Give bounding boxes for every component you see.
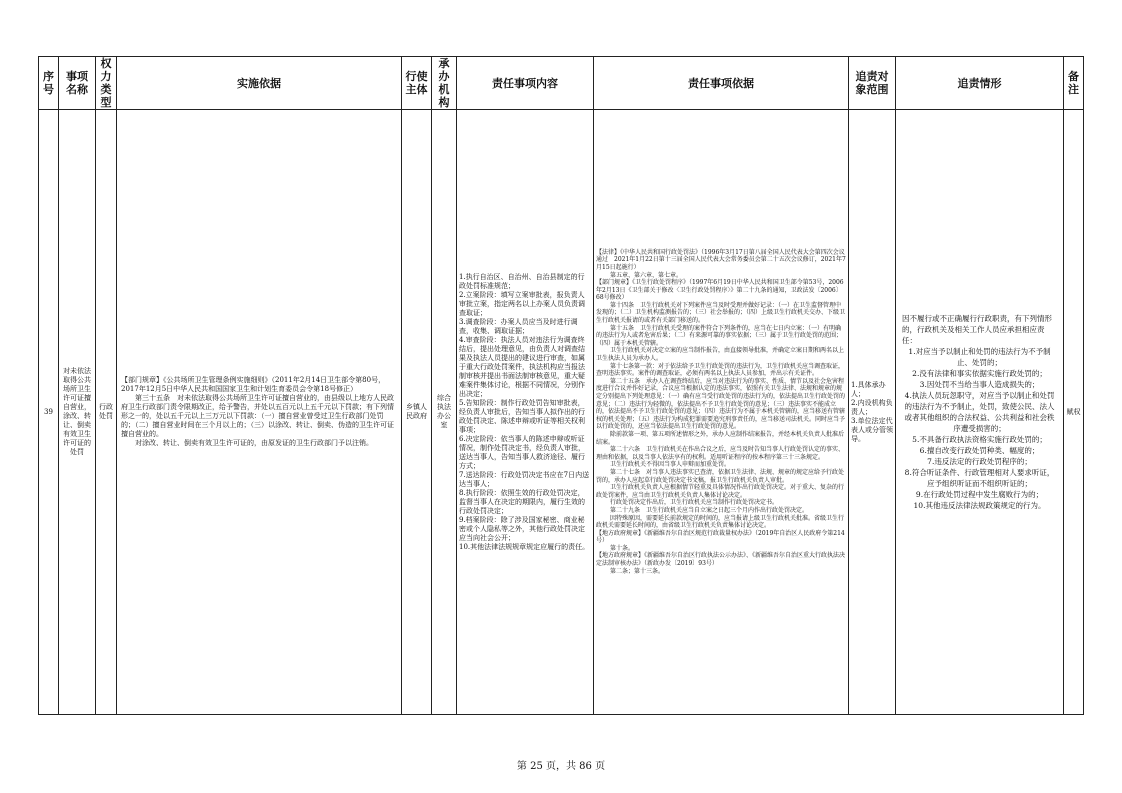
situation-item: 因不履行或不正确履行行政职责，有下列情形的，行政机关及相关工作人员应承担相应责任： [902, 314, 1052, 345]
resp-basis-line: 第二十六条 卫生行政机关在作出合议之后，应当及时告知当事人行政处罚认定的事实、理由和依据，以及当事人依法享有的权利。适用听证程序的按本程序第三十三条规定。 [596, 446, 845, 461]
basis-line: 第三十五条 对未依法取得公共场所卫生许可证擅自营业的，由县级以上地方人民政府卫生行政部门责令限期改正，给予警告，并处以五百元以上五千元以下罚款；有下列情形之一的，处以五千元以上三万元以下罚款：（一）擅自营业曾受过卫生行政部门处罚的；（二）擅自营业时间在三个月以上的；（三）以涂改、转让、倒卖、伪造的卫生许可证擅自营业的。 [121, 394, 394, 438]
resp-basis-line: 【法律】《中华人民共和国行政处罚法》（1996年3月17日第八届全国人民代表大会第四次会议通过 2021年1月22日第十三届全国人民代表大会常务委员会第二十五次会议修订，2021年7月15日起施行） [596, 248, 846, 271]
content-item: 10.其他法律法规规章规定应履行的责任。 [459, 542, 590, 551]
cell-name: 对未依法取得公共场所卫生许可证擅自营业，涂改、转让、倒卖有效卫生许可证的处罚 [59, 110, 96, 715]
content-item: 2.立案阶段：填写立案审批表，报负责人审批立案，指定两名以上办案人员负责调查取证； [459, 290, 585, 317]
situation-item: 3.因处罚不当给当事人造成损失的； [919, 380, 1040, 389]
resp-basis-line: 【地方政府规章】《新疆维吾尔自治区行政执法公示办法》、《新疆维吾尔自治区重大行政执法决定法制审核办法》（新政办发〔2019〕93号） [596, 552, 846, 568]
resp-basis-line: 第十四条 卫生行政机关对下列案件应当及时受理并做好记录：（一）在卫生监督管理中发现的；（二）卫生机构监测报告的；（三）社会举报的；（四）上级卫生行政机关交办、下级卫生行政机关报请的或者有关部门移送的。 [596, 301, 846, 325]
content-item: 7.送达阶段：行政处罚决定书应在7日内送达当事人； [459, 470, 590, 488]
basis-line: 对涂改、转让、倒卖有效卫生许可证的，由原发证的卫生行政部门予以注销。 [135, 439, 373, 447]
content-item: 9.档案阶段：除了涉及国家秘密、商业秘密或个人隐私等之外，其他行政处罚决定应当向社会公开； [459, 515, 585, 542]
resp-basis-line: 行政处罚决定作出后，卫生行政机关应当制作行政处罚决定书。 [610, 499, 779, 507]
header-resp-basis: 责任事项依据 [594, 57, 849, 110]
power-list-table [38, 56, 1084, 715]
header-content: 责任事项内容 [457, 57, 594, 110]
cell-content [457, 110, 594, 715]
situation-item: 5.不具备行政执法资格实施行政处罚的； [912, 435, 1047, 444]
content-item: 1.执行自治区、自治州、自治县制定的行政处罚标准规范； [459, 272, 585, 290]
scope-item: 3.单位法定代表人或分管领导。 [851, 416, 893, 443]
scope-item: 2.内设机构负责人； [851, 398, 893, 416]
header-type: 权力类型 [96, 57, 117, 110]
resp-basis-line: 第二十五条 承办人在调查终结后，应当对违法行为的事实、性质、情节以及社会危害程度进行合议并作好记录，合议应当根据认定的违法事实，依照有关卫生法律、法规和规章的规定分别提出下列处理意见：（一）确有应当受行政处罚的违法行为的，依法提出卫生行政处罚的意见；（二）违法行为轻微的，依法提出不予卫生行政处罚的意见；（三）违法事实不能成立的，依法提出不予卫生行政处罚的意见；（四）违法行为不属于本机关管辖的，应当移送有管辖权的机关处理；（五）违法行为构成犯罪需要追究刑事责任的，应当移送司法机关。同时应当予以行政处罚的，还应当依法提出卫生行政处罚的意见。 [596, 377, 846, 431]
situation-item: 2.没有法律和事实依据实施行政处罚的； [912, 369, 1047, 378]
resp-basis-line: 第二十七条 对当事人违法事实已查清，依据卫生法律、法规、规章的规定应给予行政处罚的，承办人应起草行政处罚决定书文稿，报卫生行政机关负责人审批。 [596, 468, 845, 484]
cell-org: 综合执法办公室 [432, 110, 457, 715]
resp-basis-line: 第十七条第一款：对于依法给予卫生行政处罚的违法行为，卫生行政机关应当调查取证，查明违法事实。案件的调查取证，必须有两名以上执法人员参加，并出示有关证件。 [596, 362, 845, 378]
resp-basis-line: 【部门规章】《卫生行政处罚程序》（1997年6月19日中华人民共和国卫生部令第53号，2006年2月13日《卫生部关于修改〈卫生行政处罚程序〉》第二十九条的通知，卫政法发〔2006〕68号修改） [596, 279, 844, 302]
resp-basis-line: 第十条。 [610, 544, 635, 552]
situation-item: 10.其他违反法律法规政策规定的行为。 [913, 501, 1046, 510]
resp-basis-line: 卫生行政机关不得因当事人申辩而加重处罚。 [610, 461, 731, 469]
situation-item: 7.违反法定的行政处罚程序的； [927, 457, 1032, 466]
content-item: 6.决定阶段：依当事人的陈述申辩或听证情况，制作处罚决定书，经负责人审批，送达当事人，告知当事人救济途径、履行方式； [459, 434, 585, 470]
cell-situations [896, 110, 1064, 715]
content-item: 4.审查阶段：执法人员对违法行为调查终结后，提出处理意见，由负责人对调查结果及执法人员提出的建议进行审查，如属于重大行政处罚案件，执法机构应当报法制审核并提出书面法制审核意见，重大疑难案件集体讨论，根据不同情况，分别作出决定； [459, 335, 585, 398]
header-situations: 追责情形 [896, 57, 1064, 110]
table-row [39, 110, 1084, 715]
header-org: 承办机构 [432, 57, 457, 110]
header-note: 备注 [1064, 57, 1084, 110]
header-name: 事项名称 [59, 57, 96, 110]
resp-basis-line: 第十五条 卫生行政机关受理的案件符合下列条件的，应当在七日内立案：（一）有明确的违法行为人或者危害后果；（二）有来源可靠的事实依据；（三）属于卫生行政处罚的范围；（四）属于本机关管辖。 [596, 324, 843, 347]
cell-basis [117, 110, 402, 715]
content-item: 5.告知阶段：制作行政处罚告知审批表，经负责人审批后，告知当事人拟作出的行政处罚决定、陈述申辩或听证等相关权利事项； [459, 398, 585, 434]
situation-item: 4.执法人员玩忽职守，对应当予以制止和处罚的违法行为不予制止，处罚，致使公民、法人或者其他组织的合法权益、公共利益和社会秩序遭受损害的； [904, 391, 1055, 433]
situation-item: 6.擅自改变行政处罚种类、幅度的； [919, 446, 1040, 455]
resp-basis-line: 【地方政府规章】《新疆维吾尔自治区规范行政裁量权办法》（2019年自治区人民政府令第214号） [596, 529, 845, 545]
page-footer: 第 25 页，共 86 页 [516, 761, 606, 772]
resp-basis-line: 卫生行政机关对决定立案的应当制作报告，由直接领导批准，并确定立案日期和两名以上卫生执法人员为承办人。 [596, 347, 845, 363]
resp-basis-line: 卫生行政机关负责人应根据情节轻重及具体情况作出行政处罚决定。对于重大、复杂的行政处罚案件，应当由卫生行政机关负责人集体讨论决定。 [596, 484, 845, 499]
cell-note: 赋权 [1064, 110, 1084, 715]
header-basis: 实施依据 [117, 57, 402, 110]
situation-item: 1.对应当予以制止和处罚的违法行为不予制止、处罚的； [908, 347, 1051, 367]
header-row [39, 57, 1084, 110]
cell-scope [849, 110, 896, 715]
cell-seq: 39 [39, 110, 59, 715]
resp-basis-line: 第五章、第六章、第七章。 [610, 271, 683, 279]
basis-line: 【部门规章】《公共场所卫生管理条例实施细则》（2011年2月14日卫生部令第80号，2017年12月5日中华人民共和国国家卫生和计划生育委员会令第18号修正） [121, 376, 386, 393]
situation-item: 8.符合听证条件、行政管理相对人要求听证，应予组织听证而不组织听证的； [904, 468, 1055, 488]
resp-basis-line: 因特殊原因，需要延长前款规定的时间的，应当报请上级卫生行政机关批准。省级卫生行政机关需要延长时间的，由省级卫生行政机关负责集体讨论决定。 [596, 514, 845, 530]
cell-subject: 乡镇人民政府 [402, 110, 432, 715]
header-scope: 追责对象范围 [849, 57, 896, 110]
scope-item: 1.具体承办人； [851, 380, 886, 398]
header-seq: 序号 [39, 57, 59, 110]
resp-basis-line: 除前款第一项、第五项所述情形之外，承办人应制作结案报告，并经本机关负责人批准后结案。 [596, 430, 845, 446]
resp-basis-line: 第二条；第十三条。 [610, 567, 665, 575]
situation-item: 9.在行政处罚过程中发生腐败行为的； [915, 490, 1044, 499]
cell-resp-basis [594, 110, 849, 715]
resp-basis-line: 第二十九条 卫生行政机关应当自立案之日起三个月内作出行政处罚决定。 [610, 506, 809, 514]
cell-type: 行政处罚 [96, 110, 117, 715]
content-item: 8.执行阶段：依照生效的行政处罚决定，监督当事人在决定的期限内，履行生效的行政处罚决定； [459, 488, 585, 515]
content-item: 3.调查阶段：办案人员应当及时进行调查，收集、调取证据； [459, 317, 578, 335]
header-subject: 行使主体 [402, 57, 432, 110]
